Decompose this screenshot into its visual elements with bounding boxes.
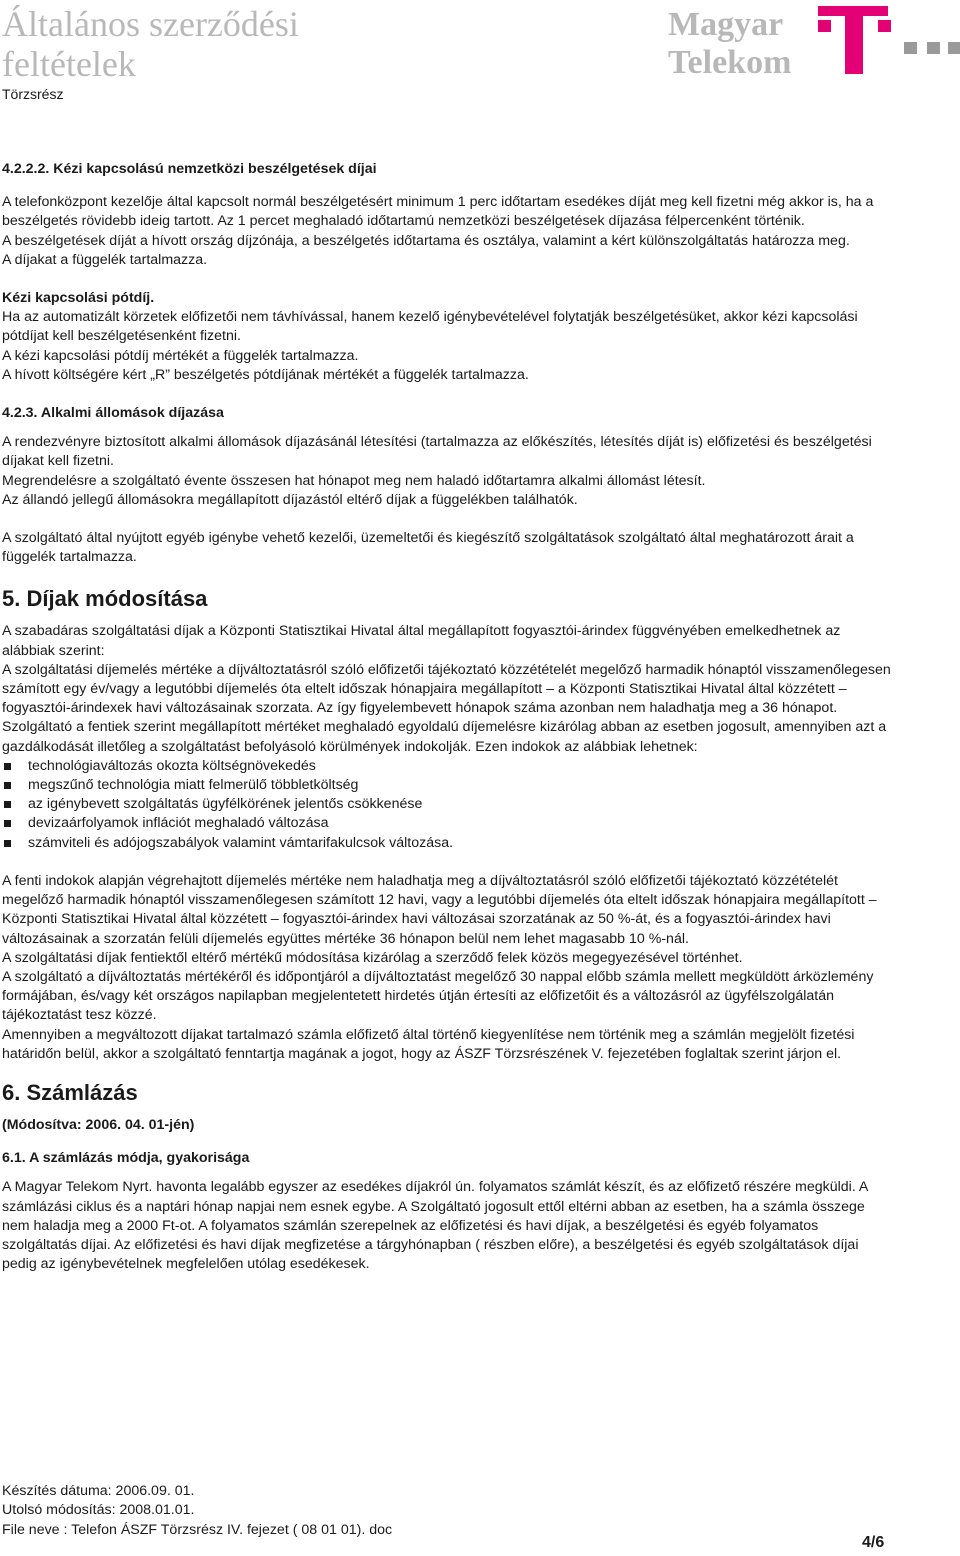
brand-name-line-2: Telekom bbox=[668, 44, 792, 81]
document-title bbox=[2, 4, 402, 84]
document-body bbox=[2, 160, 892, 1274]
paragraph: Amennyiben a megváltozott díjakat tartalmazó számla előfizető által történő kiegyenlítése nem történik meg a számlán megjelölt fizetési határidőn belül, akkor a szolgáltató fenntartja magának a jogot, hogy az ÁSZF Törzsrészének V. fejezetében foglaltak szerint járjon el. bbox=[2, 1026, 855, 1062]
footer-modified-date: Utolsó módosítás: 2008.01.01. bbox=[2, 1502, 195, 1519]
list-item: számviteli és adójogszabályok valamint vámtarifakulcsok változása. bbox=[2, 834, 892, 853]
paragraph: Az állandó jellegű állomásokra megállapított díjazástól eltérő díjak a függelékben találhatók. bbox=[2, 491, 578, 508]
section-heading-423: 4.2.3. Alkalmi állomások díjazása bbox=[2, 405, 224, 422]
paragraph: A Magyar Telekom Nyrt. havonta legalább egyszer az esedékes díjakról ún. folyamatos számlát készít, és az előfizető részére megküldi. A számlázási ciklus és a naptári hónap napjai nem esnek egybe. A Szolgáltató jogosult ettől eltérni abban az esetben, ha a számla összege nem haladja meg a 2000 Ft-ot. A folyamatos számlán szerepelnek az előfizetési és havi díjak, a beszélgetési és egyéb folyamatos szolgáltatás díjai. Az előfizetési és havi díjak megfizetése a tárgyhónapban ( részben előre), a beszélgetési és egyéb szolgáltatások díjai pedig az igénybevételnek megfelelően utólag esedékesek. bbox=[2, 1179, 868, 1273]
paragraph: A szolgáltatási díjak fentiektől eltérő mértékű módosítása kizárólag a szerződő felek közös megegyezésével történhet. bbox=[2, 949, 743, 966]
list-item: megszűnő technológia miatt felmerülő többletköltség bbox=[2, 776, 892, 795]
list-item: devizaárfolyamok inflációt meghaladó változása bbox=[2, 814, 892, 833]
section-heading-6: 6. Számlázás bbox=[2, 1079, 138, 1105]
subheading-manual-surcharge: Kézi kapcsolási pótdíj. bbox=[2, 290, 155, 307]
paragraph: A kézi kapcsolási pótdíj mértékét a függelék tartalmazza. bbox=[2, 347, 359, 364]
section-heading-4222: 4.2.2.2. Kézi kapcsolású nemzetközi beszélgetések díjai bbox=[2, 161, 377, 177]
paragraph: A szolgáltató által nyújtott egyéb igénybe vehető kezelői, üzemeltetői és kiegészítő szolgáltatások szolgáltató által meghatározott árait a függelék tartalmazza. bbox=[2, 530, 854, 566]
page-footer bbox=[2, 1482, 902, 1540]
brand-name-line-1: Magyar bbox=[668, 6, 784, 43]
brand-name bbox=[668, 6, 791, 82]
list-item: az igénybevett szolgáltatás ügyfélkörének jelentős csökkenése bbox=[2, 795, 892, 814]
page-number: 4/6 bbox=[862, 1534, 885, 1551]
footer-created-date: Készítés dátuma: 2006.09. 01. bbox=[2, 1483, 195, 1499]
paragraph: A hívott költségére kért „R” beszélgetés pótdíjának mértékét a függelék tartalmazza. bbox=[2, 366, 529, 383]
modified-note: (Módosítva: 2006. 04. 01-jén) bbox=[2, 1116, 195, 1133]
document-title-line-1: Általános szerződési bbox=[2, 4, 299, 44]
section-heading-61: 6.1. A számlázás módja, gyakorisága bbox=[2, 1150, 250, 1167]
telekom-logo-icon bbox=[818, 4, 960, 76]
paragraph: Megrendelésre a szolgáltató évente összesen hat hónapot meg nem haladó időtartamra alkalmi állomást létesít. bbox=[2, 472, 706, 489]
paragraph: A szolgáltató a díjváltoztatás mértékéről és időpontjáról a díjváltoztatást megelőző 30 nappal előbb számla mellett megküldött árközlemény formájában, és/vagy két országos napilapban megjelentetett hirdetés útján értesíti az előfizetőit és a változásról az ügyfélszolgálatán tájékoztatást tesz közzé. bbox=[2, 968, 874, 1024]
paragraph: A szabadáras szolgáltatási díjak a Központi Statisztikai Hivatal által megállapított fogyasztói-árindex függvényében emelkedhetnek az alábbiak szerint: bbox=[2, 623, 841, 659]
document-subtitle: Törzsrész bbox=[2, 86, 64, 102]
page-header bbox=[0, 0, 960, 110]
section-heading-5: 5. Díjak módosítása bbox=[2, 586, 208, 612]
paragraph: Ha az automatizált körzetek előfizetői nem távhívással, hanem kezelő igénybevételével folytatják beszélgetésüket, akkor kézi kapcsolási pótdíjat kell beszélgetésenként fizetni. bbox=[2, 309, 858, 345]
paragraph: A rendezvényre biztosított alkalmi állomások díjazásánál létesítési (tartalmazza az előkészítés, létesítés díját is) előfizetési és beszélgetési díjakat kell fizetni. bbox=[2, 434, 872, 470]
paragraph: A beszélgetések díját a hívott ország díjzónája, a beszélgetés időtartama és osztálya, valamint a kért különszolgáltatás határozza meg. bbox=[2, 232, 850, 249]
paragraph: A díjakat a függelék tartalmazza. bbox=[2, 251, 208, 268]
list-item: technológiaváltozás okozta költségnövekedés bbox=[2, 757, 892, 776]
reasons-list bbox=[2, 757, 892, 853]
paragraph: A telefonközpont kezelője által kapcsolt normál beszélgetésért minimum 1 perc időtartam esedékes díját meg kell fizetni még akkor is, ha a beszélgetés rövidebb ideig tartott. Az 1 percet meghaladó időtartamú nemzetközi beszélgetések díjazása félpercenként történik. bbox=[2, 194, 874, 230]
footer-filename: File neve : Telefon ÁSZF Törzsrész IV. fejezet ( 08 01 01). doc bbox=[2, 1521, 393, 1538]
paragraph: A fenti indokok alapján végrehajtott díjemelés mértéke nem haladhatja meg a díjváltoztatásról szóló előfizetői tájékoztató közzétételét megelőző harmadik hónaptól visszamenőlegesen számított 12 havi, vagy a legutóbbi díjemelés óta eltelt időszak hónapjaira megállapított – Központi Statisztikai Hivatal által közzétett – fogyasztói-árindex havi változásai szorzatának az 50 %-át, és a fogyasztói-árindex havi változásainak a szorzatán felüli díjemelés együttes mértéke 36 hónapon belül nem lehet magasabb 10 %-nál. bbox=[2, 872, 877, 947]
document-title-line-2: feltételek bbox=[2, 44, 136, 84]
paragraph: Szolgáltató a fentiek szerint megállapított mértéket meghaladó egyoldalú díjemelésre kizárólag abban az esetben jogosult, amennyiben azt a gazdálkodását illetőleg a szolgáltatást befolyásoló körülmények indokolják. Ezen indokok az alábbiak lehetnek: bbox=[2, 719, 887, 755]
paragraph: A szolgáltatási díjemelés mértéke a díjváltoztatásról szóló előfizetői tájékoztató közzétételét megelőző harmadik hónaptól visszamenőlegesen számított egy év/vagy a legutóbbi díjemelés óta eltelt időszak hónapjaira megállapított – a Központi Statisztikai Hivatal által közzétett – fogyasztói-árindexek havi változásainak szorzata. Az így figyelembevett hónapok száma azonban nem haladhatja meg a 36 hónapot. bbox=[2, 661, 891, 717]
